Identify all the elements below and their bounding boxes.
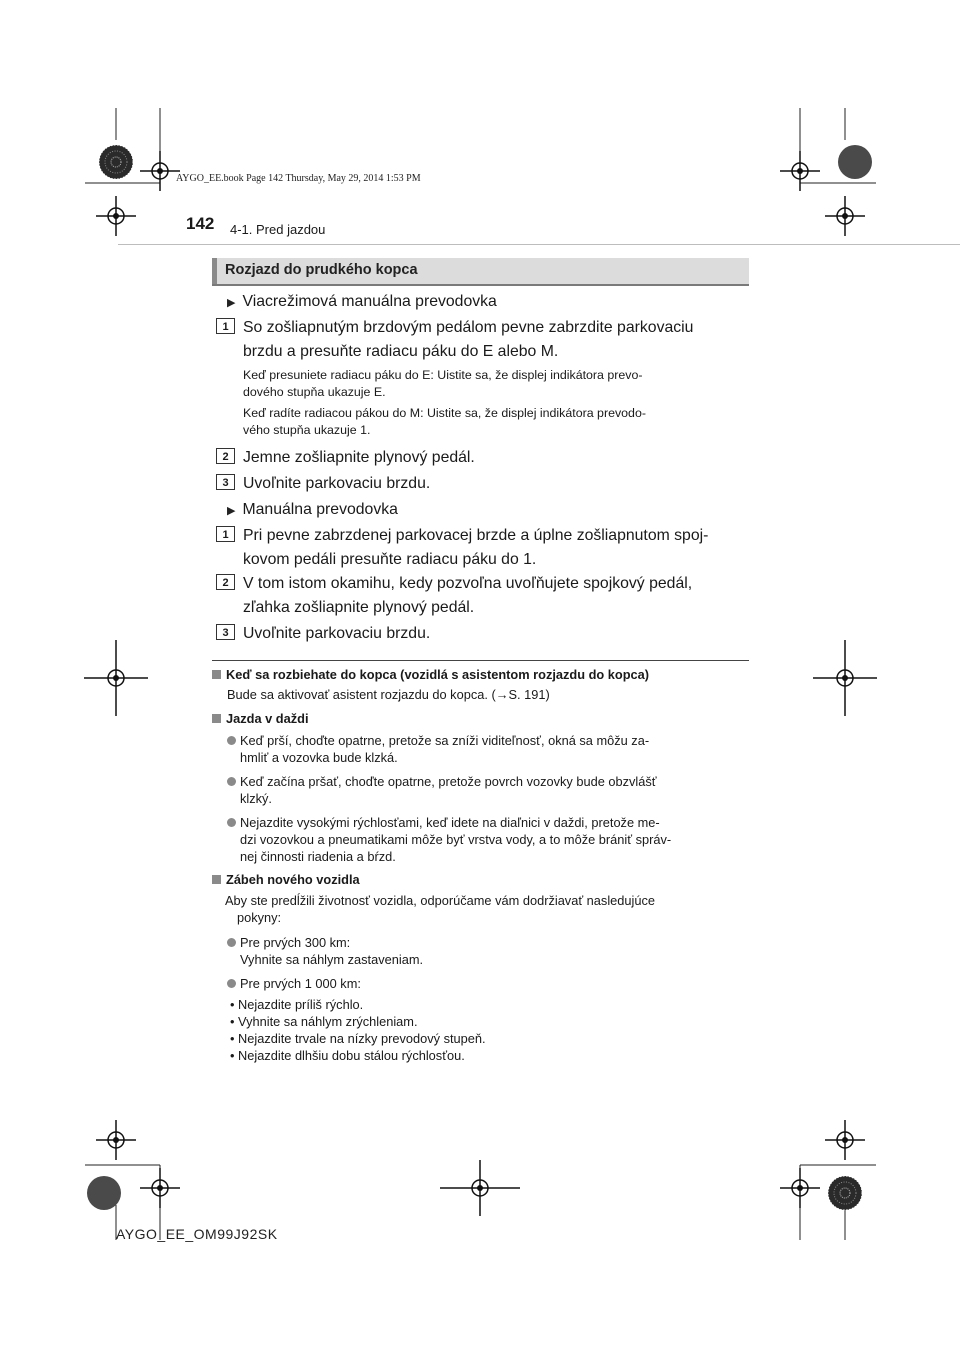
note-hill-heading — [212, 666, 649, 684]
text-line: zľahka zošliapnite plynový pedál. — [243, 599, 475, 616]
square-bullet-icon — [212, 670, 221, 679]
list-item: • Nejazdite príliš rýchlo. — [230, 997, 364, 1012]
multimode-note2 — [243, 405, 747, 439]
step-number: 2 — [216, 574, 235, 590]
text-line: dzi vozovkou a pneumatikami môže byť vrstva vody, a to môže brániť správ- — [240, 832, 672, 847]
step-number: 1 — [216, 526, 235, 542]
multimode-note1 — [243, 367, 747, 401]
text-line: Pri pevne zabrzdenej parkovacej brzde a úplne zošliapnutom spoj- — [243, 527, 709, 544]
note-rain-heading-text: Jazda v daždi — [226, 711, 309, 726]
title-bar — [212, 258, 749, 286]
note-rain-bullet — [227, 773, 747, 807]
text-line: klzký. — [240, 791, 272, 806]
bullet-dot-icon — [227, 736, 236, 745]
multimode-step2: Jemne zošliapnite plynový pedál. — [243, 449, 475, 466]
manual-step3: Uvoľnite parkovaciu brzdu. — [243, 625, 431, 642]
bullet-dot-icon — [227, 979, 236, 988]
text-line: V tom istom okamihu, kedy pozvoľna uvoľňujete spojkový pedál, — [243, 575, 693, 592]
note-rain-bullet — [227, 814, 747, 865]
text-line: Aby ste predĺžili životnosť vozidla, odporúčame vám dodržiavať nasledujúce — [225, 893, 655, 908]
multimode-heading — [227, 290, 497, 315]
text-line: Keď prší, choďte opatrne, pretože sa zníži viditeľnosť, okná sa môžu za- — [240, 733, 650, 748]
manual-step2 — [243, 572, 747, 620]
step-number: 3 — [216, 624, 235, 640]
gray-disc-mark — [838, 145, 872, 179]
text-line: dového stupňa ukazuje E. — [243, 385, 386, 399]
text-line: nej činnosti riadenia a bŕzd. — [240, 849, 396, 864]
text-line: Keď radíte radiacou pákou do M: Uistite sa, že displej indikátora prevodo- — [243, 406, 646, 420]
footer-code: AYGO_EE_OM99J92SK — [116, 1226, 278, 1242]
step-number: 2 — [216, 448, 235, 464]
list-item: • Vyhnite sa náhlym zrýchleniam. — [230, 1014, 418, 1029]
note-rain-heading — [212, 710, 309, 728]
note-breakin-sublist — [230, 996, 486, 1064]
list-item: • Nejazdite trvale na nízky prevodový stupeň. — [230, 1031, 486, 1046]
square-bullet-icon — [212, 714, 221, 723]
text-line: kovom pedáli presuňte radiacu páku do 1. — [243, 551, 537, 568]
note-breakin-heading — [212, 871, 360, 889]
note-breakin-bullet — [227, 975, 747, 992]
text-line: Keď presuniete radiacu páku do E: Uistite sa, že displej indikátora prevo- — [243, 368, 643, 382]
bullet-dot-icon — [227, 777, 236, 786]
text-line: brzdu a presuňte radiacu páku do E alebo M. — [243, 343, 559, 360]
manual-heading-text: Manuálna prevodovka — [242, 501, 398, 518]
arrow-right-icon: ▶ — [227, 505, 236, 517]
starburst-mark — [828, 1176, 862, 1210]
note-breakin-intro — [225, 892, 747, 926]
arrow-right-icon: ▶ — [227, 297, 236, 309]
bullet-dot-icon — [227, 938, 236, 947]
note-hill-heading-text: Keď sa rozbiehate do kopca (vozidlá s asistentom rozjazdu do kopca) — [226, 667, 650, 682]
multimode-step1 — [243, 316, 747, 364]
note-breakin-bullet — [227, 934, 747, 968]
manual-heading — [227, 498, 398, 523]
note-rain-bullet — [227, 732, 747, 766]
starburst-mark — [99, 145, 133, 179]
text-line: hmliť a vozovka bude klzká. — [240, 750, 398, 765]
step-number: 1 — [216, 318, 235, 334]
step-number: 3 — [216, 474, 235, 490]
text-line: vého stupňa ukazuje 1. — [243, 423, 371, 437]
text-line: Nejazdite vysokými rýchlosťami, keď idete na diaľnici v daždi, pretože me- — [240, 815, 660, 830]
text-line: So zošliapnutým brzdovým pedálom pevne zabrzdite parkovaciu — [243, 319, 694, 336]
list-item: • Nejazdite dlhšiu dobu stálou rýchlosťou. — [230, 1048, 465, 1063]
multimode-step3: Uvoľnite parkovaciu brzdu. — [243, 475, 431, 492]
text-line: Pre prvých 1 000 km: — [240, 976, 361, 991]
text-line: Keď začína pršať, choďte opatrne, pretože povrch vozovky bude obzvlášť — [240, 774, 657, 789]
book-info: AYGO_EE.book Page 142 Thursday, May 29, 2014 1:53 PM — [176, 173, 421, 184]
page-number: 142 — [186, 214, 215, 233]
bullet-dot-icon — [227, 818, 236, 827]
notes-divider — [212, 660, 749, 661]
gray-disc-mark — [87, 1176, 121, 1210]
square-bullet-icon — [212, 875, 221, 884]
text-line: pokyny: — [237, 910, 282, 925]
section-title: 4-1. Pred jazdou — [230, 222, 326, 237]
page-title: Rozjazd do prudkého kopca — [225, 262, 418, 278]
title-accent — [212, 258, 217, 284]
text-line: Pre prvých 300 km: — [240, 935, 351, 950]
multimode-heading-text: Viacrežimová manuálna prevodovka — [242, 293, 497, 310]
note-breakin-heading-text: Zábeh nového vozidla — [226, 872, 360, 887]
text-line: Vyhnite sa náhlym zastaveniam. — [240, 952, 424, 967]
manual-step1 — [243, 524, 747, 572]
header-rule — [118, 244, 960, 245]
note-hill-text: Bude sa aktivovať asistent rozjazdu do kopca. (→S. 191) — [227, 687, 550, 702]
